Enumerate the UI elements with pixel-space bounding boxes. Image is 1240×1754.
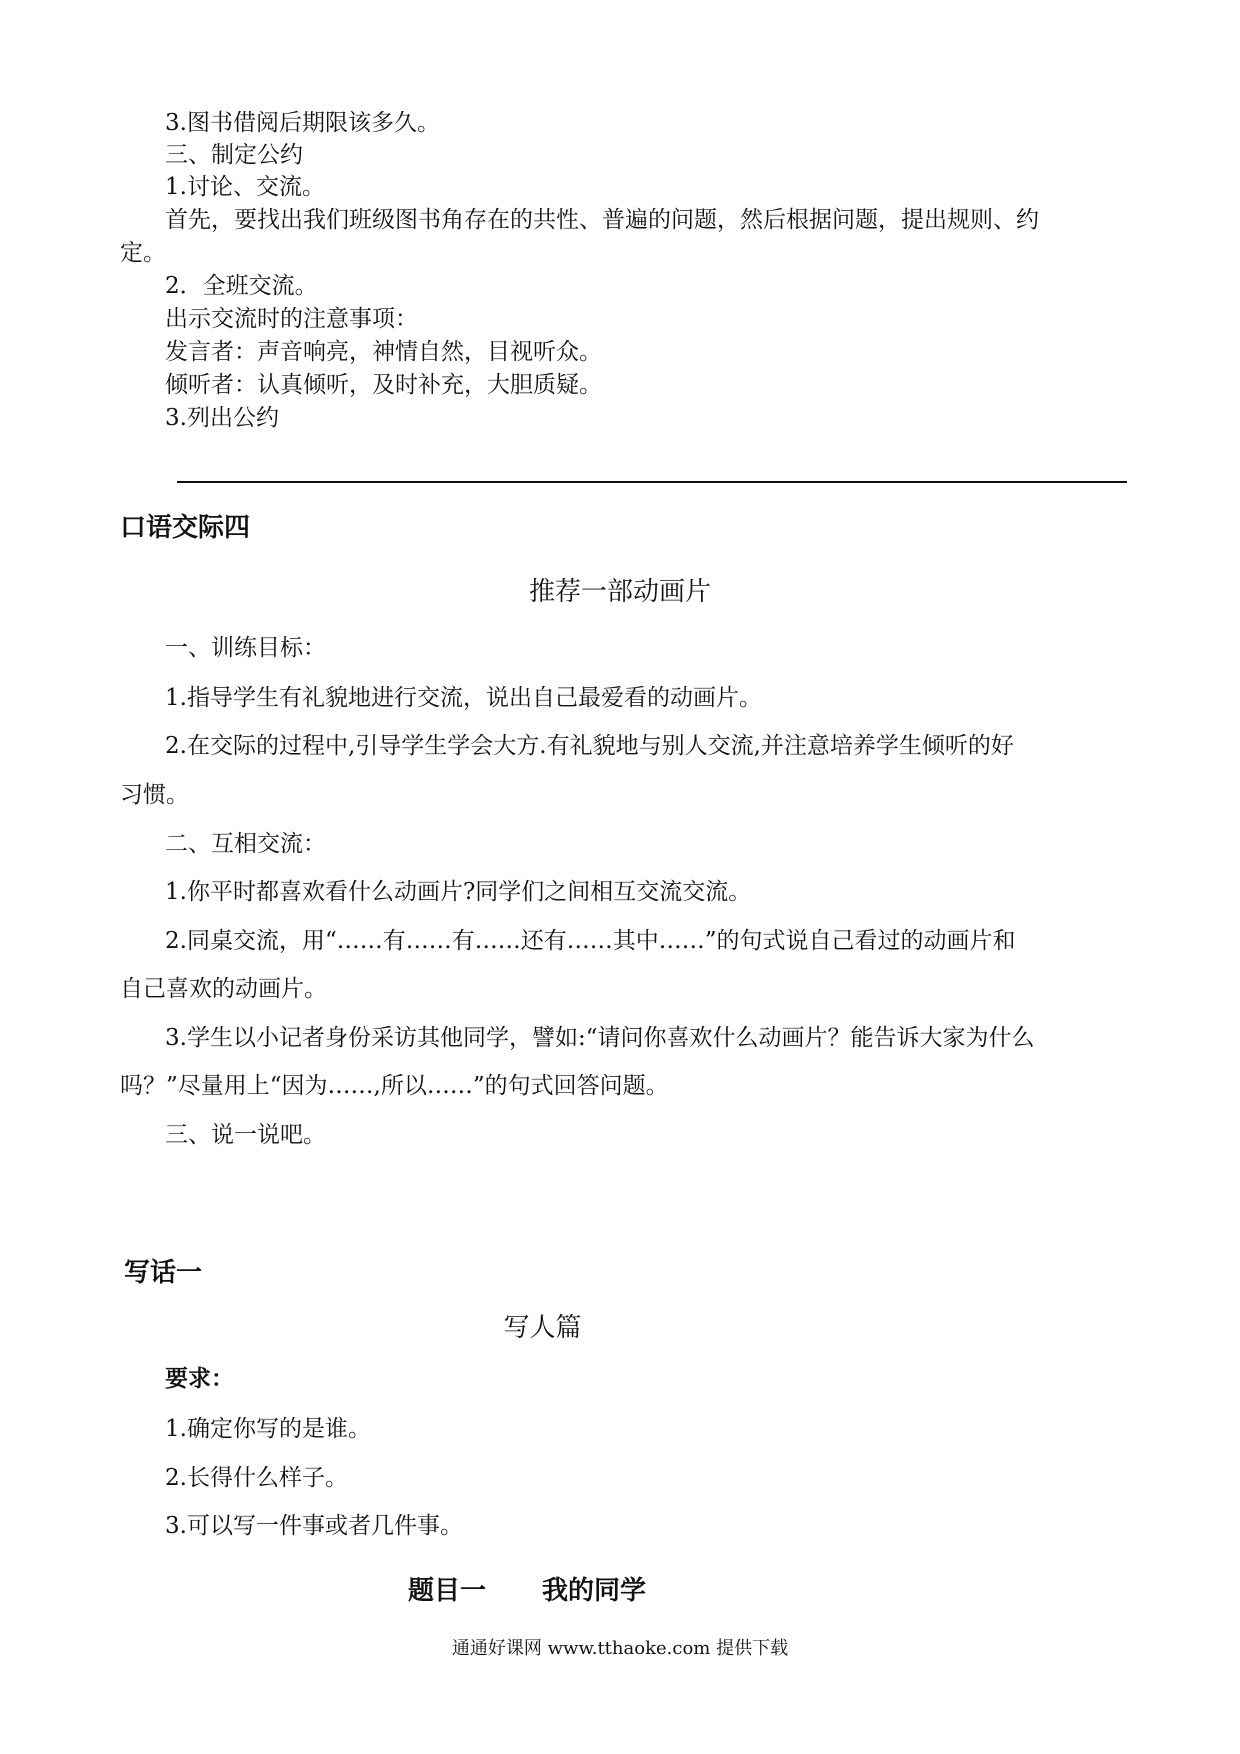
divider-line <box>177 481 1127 483</box>
section-heading: 写话一 <box>124 1258 203 1288</box>
text-line: 倾听者：认真倾听，及时补充，大胆质疑。 <box>165 372 602 398</box>
text-line: 1.你平时都喜欢看什么动画片?同学们之间相互交流交流。 <box>165 879 752 905</box>
text-line: 3.列出公约 <box>165 405 279 431</box>
text-line: 二、互相交流： <box>165 831 326 857</box>
requirement-label: 要求： <box>165 1365 234 1392</box>
topic-label: 题目一 <box>408 1576 487 1606</box>
section-heading: 口语交际四 <box>120 513 251 543</box>
text-line: 3.学生以小记者身份采访其他同学，譬如:“请问你喜欢什么动画片？能告诉大家为什么 <box>165 1025 1035 1051</box>
text-line: 三、说一说吧。 <box>165 1122 326 1148</box>
section-subheading: 三、制定公约 <box>165 142 303 168</box>
text-line: 习惯。 <box>120 782 189 808</box>
text-line: 首先，要找出我们班级图书角存在的共性、普遍的问题，然后根据问题，提出规则、约 <box>165 207 1039 233</box>
text-line: 一、训练目标： <box>165 635 326 661</box>
text-line: 吗？”尽量用上“因为……,所以……”的句式回答问题。 <box>120 1073 669 1099</box>
text-line: 发言者：声音响亮，神情自然，目视听众。 <box>165 339 602 365</box>
text-line: 3.图书借阅后期限该多久。 <box>165 110 440 136</box>
section-title: 写人篇 <box>503 1313 582 1343</box>
text-line: 2.在交际的过程中,引导学生学会大方.有礼貌地与别人交流,并注意培养学生倾听的好 <box>165 733 1014 759</box>
topic-title: 我的同学 <box>542 1576 647 1606</box>
text-line: 出示交流时的注意事项： <box>165 306 418 332</box>
text-line: 3.可以写一件事或者几件事。 <box>165 1513 463 1539</box>
text-line: 2.长得什么样子。 <box>165 1465 348 1491</box>
text-line: 定。 <box>120 240 166 266</box>
text-line: 1.指导学生有礼貌地进行交流，说出自己最爱看的动画片。 <box>165 685 762 711</box>
footer-text: 通通好课网 www.tthaoke.com 提供下载 <box>451 1638 789 1659</box>
section-title: 推荐一部动画片 <box>528 577 711 607</box>
text-line: 1.确定你写的是谁。 <box>165 1416 371 1442</box>
text-line: 2.同桌交流，用“……有……有……还有……其中……”的句式说自己看过的动画片和 <box>165 928 1016 954</box>
text-line: 1.讨论、交流。 <box>165 174 325 200</box>
text-line: 自己喜欢的动画片。 <box>120 976 327 1002</box>
text-line: 2．全班交流。 <box>165 273 318 299</box>
